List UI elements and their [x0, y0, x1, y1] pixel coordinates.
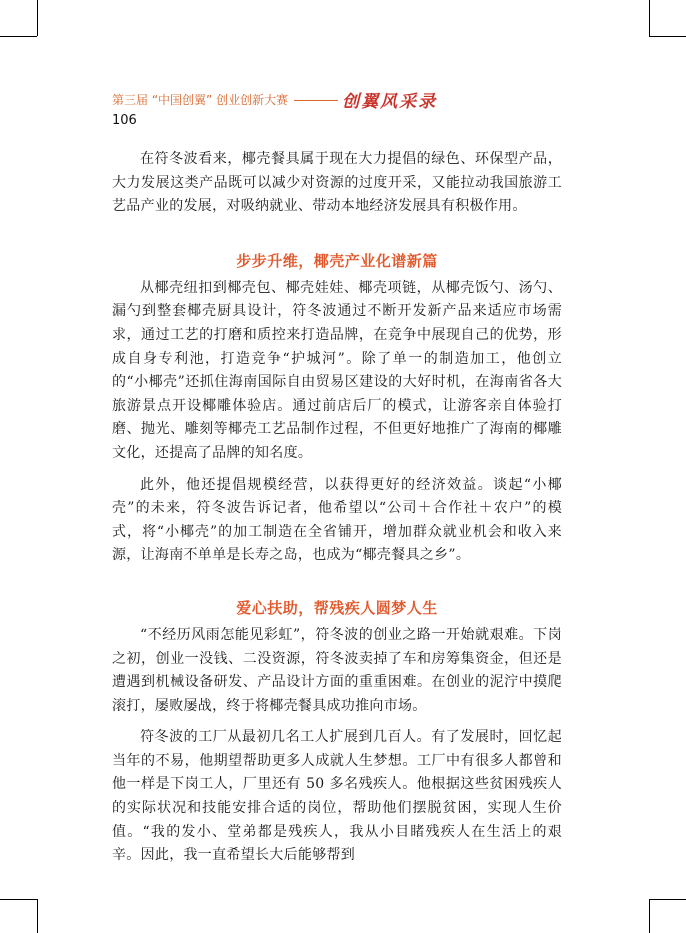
crop-mark-top-left-v [37, 0, 38, 36]
crop-mark-bottom-left-h [0, 899, 37, 900]
section-title-upgrade: 步步升维，椰壳产业化谱新篇 [236, 251, 438, 270]
series-title: 第三届 “中国创翼” 创业创新大赛 [112, 92, 289, 107]
section-title-charity: 爱心扶助，帮残疾人圆梦人生 [236, 598, 438, 617]
section-2-paragraph: 符冬波的工厂从最初几名工人扩展到几百人。有了发展时，回忆起当年的不易，他期望帮助更多人成就人生梦想。工厂中有很多人都曾和他一样是下岗工人，厂里还有 50 多名残疾人。他根据这些贫困残疾人的实际状况和技能安排合适的岗位，帮助他们摆脱贫困，实现人生价值。“我的发小、堂弟都是残疾人，我从小目睹残疾人在生活上的艰辛。因此，我一直希望长大后能够帮到 [112, 729, 562, 864]
running-header [112, 88, 572, 110]
crop-mark-top-right-h [649, 36, 686, 37]
crop-mark-bottom-left-v [37, 899, 38, 933]
section-2-paragraph: “不经历风雨怎能见彩虹”，符冬波的创业之路一开始就艰难。下岗之初，创业一没钱、二没资源，符冬波卖掉了车和房筹集资金，但还是遭遇到机械设备研发、产品设计方面的重重困难。在创业的泥泞中摸爬滚打，屡败屡战，终于将椰壳餐具成功推向市场。 [112, 626, 562, 714]
section-1-paragraph: 此外，他还提倡规模经营，以获得更好的经济效益。谈起“小椰壳”的未来，符冬波告诉记者，他希望以“公司＋合作社＋农户”的模式，将“小椰壳”的加工制造在全省铺开，增加群众就业机会和收入来源，让海南不单单是长寿之岛，也成为“椰壳餐具之乡”。 [112, 476, 562, 564]
crop-mark-top-left-h [0, 36, 37, 37]
header-rule [294, 100, 338, 101]
brand-logo: 创翼风采录 [342, 91, 438, 112]
section-1-paragraph: 从椰壳纽扣到椰壳包、椰壳娃娃、椰壳项链，从椰壳饭勺、汤勺、漏勺到整套椰壳厨具设计，符冬波通过不断开发新产品来适应市场需求，通过工艺的打磨和质控来打造品牌，在竞争中展现自己的优势，形成自身专利池，打造竞争“护城河”。除了单一的制造加工，他创立的“小椰壳”还抓住海南国际自由贸易区建设的大好时机，在海南省各大旅游景点开设椰雕体验店。通过前店后厂的模式，让游客亲自体验打磨、抛光、雕刻等椰壳工艺品制作过程，不但更好地推广了海南的椰雕文化，还提高了品牌的知名度。 [112, 279, 562, 461]
crop-mark-bottom-right-h [649, 899, 686, 900]
crop-mark-bottom-right-v [649, 899, 650, 933]
page-number: 106 [112, 113, 137, 128]
page-content [112, 148, 562, 876]
crop-mark-top-right-v [649, 0, 650, 36]
intro-paragraph: 在符冬波看来，椰壳餐具属于现在大力提倡的绿色、环保型产品，大力发展这类产品既可以减少对资源的过度开采，又能拉动我国旅游工艺品产业的发展，对吸纳就业、带动本地经济发展具有积极作用。 [112, 151, 562, 215]
